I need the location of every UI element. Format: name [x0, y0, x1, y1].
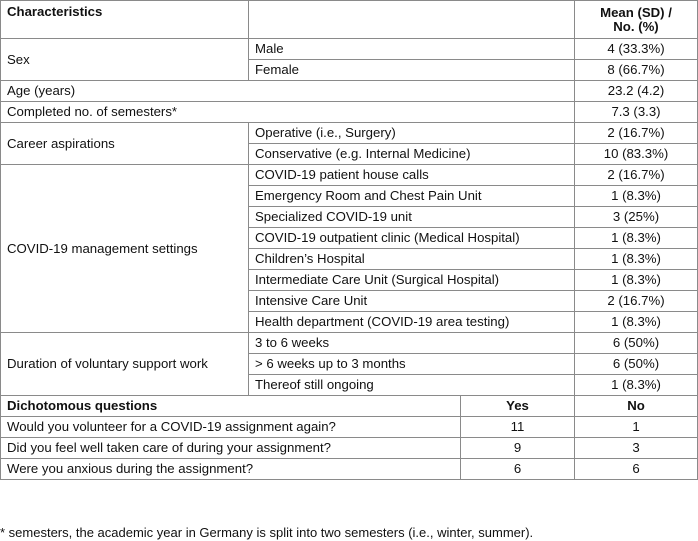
value-cell: 1 (8.3%) — [575, 312, 698, 333]
dichotomous-header-row — [1, 396, 698, 417]
value-cell: 4 (33.3%) — [575, 39, 698, 60]
table-row — [1, 81, 698, 102]
value-cell: 23.2 (4.2) — [575, 81, 698, 102]
header-mean — [575, 1, 698, 39]
value-cell: 6 (50%) — [575, 354, 698, 375]
no-header: No — [575, 396, 698, 417]
value-cell: 10 (83.3%) — [575, 144, 698, 165]
table-row — [1, 165, 698, 186]
covid-settings-label: COVID-19 management settings — [1, 165, 249, 333]
value-cell: 2 (16.7%) — [575, 123, 698, 144]
sub-label: Intermediate Care Unit (Surgical Hospital) — [249, 270, 575, 291]
sub-label: 3 to 6 weeks — [249, 333, 575, 354]
sub-label: Health department (COVID-19 area testing) — [249, 312, 575, 333]
sub-label: Conservative (e.g. Internal Medicine) — [249, 144, 575, 165]
sub-label: COVID-19 outpatient clinic (Medical Hospital) — [249, 228, 575, 249]
value-cell: 3 (25%) — [575, 207, 698, 228]
value-cell: 8 (66.7%) — [575, 60, 698, 81]
header-characteristics: Characteristics — [1, 1, 249, 39]
value-cell: 1 (8.3%) — [575, 375, 698, 396]
question-cell: Would you volunteer for a COVID-19 assignment again? — [1, 417, 461, 438]
value-cell: 2 (16.7%) — [575, 291, 698, 312]
question-cell: Were you anxious during the assignment? — [1, 459, 461, 480]
table-row — [1, 123, 698, 144]
question-cell: Did you feel well taken care of during your assignment? — [1, 438, 461, 459]
sub-label: Specialized COVID-19 unit — [249, 207, 575, 228]
table-row — [1, 102, 698, 123]
career-label: Career aspirations — [1, 123, 249, 165]
value-cell: 7.3 (3.3) — [575, 102, 698, 123]
sub-label: Thereof still ongoing — [249, 375, 575, 396]
sub-label: Male — [249, 39, 575, 60]
dichotomous-label: Dichotomous questions — [1, 396, 461, 417]
header-row — [1, 1, 698, 39]
no-cell: 3 — [575, 438, 698, 459]
value-cell: 1 (8.3%) — [575, 186, 698, 207]
sub-label: Children’s Hospital — [249, 249, 575, 270]
semesters-label: Completed no. of semesters* — [1, 102, 575, 123]
header-mean-line2: No. (%) — [613, 18, 659, 34]
sub-label: Intensive Care Unit — [249, 291, 575, 312]
yes-header: Yes — [461, 396, 575, 417]
sub-label: Operative (i.e., Surgery) — [249, 123, 575, 144]
value-cell: 6 (50%) — [575, 333, 698, 354]
header-mean-line1: Mean (SD) / — [600, 4, 672, 20]
yes-cell: 6 — [461, 459, 575, 480]
yes-cell: 9 — [461, 438, 575, 459]
sub-label: Emergency Room and Chest Pain Unit — [249, 186, 575, 207]
value-cell: 1 (8.3%) — [575, 270, 698, 291]
sub-label: COVID-19 patient house calls — [249, 165, 575, 186]
duration-label: Duration of voluntary support work — [1, 333, 249, 396]
table-row — [1, 438, 698, 459]
table-row — [1, 39, 698, 60]
value-cell: 2 (16.7%) — [575, 165, 698, 186]
header-blank — [249, 1, 575, 39]
table-row — [1, 459, 698, 480]
value-cell: 1 (8.3%) — [575, 249, 698, 270]
sub-label: > 6 weeks up to 3 months — [249, 354, 575, 375]
table-row — [1, 417, 698, 438]
yes-cell: 11 — [461, 417, 575, 438]
no-cell: 6 — [575, 459, 698, 480]
sub-label: Female — [249, 60, 575, 81]
value-cell: 1 (8.3%) — [575, 228, 698, 249]
no-cell: 1 — [575, 417, 698, 438]
table-row — [1, 333, 698, 354]
age-label: Age (years) — [1, 81, 575, 102]
sex-label: Sex — [1, 39, 249, 81]
footnote: * semesters, the academic year in Germany is split into two semesters (i.e., winter, summer). — [0, 525, 534, 540]
